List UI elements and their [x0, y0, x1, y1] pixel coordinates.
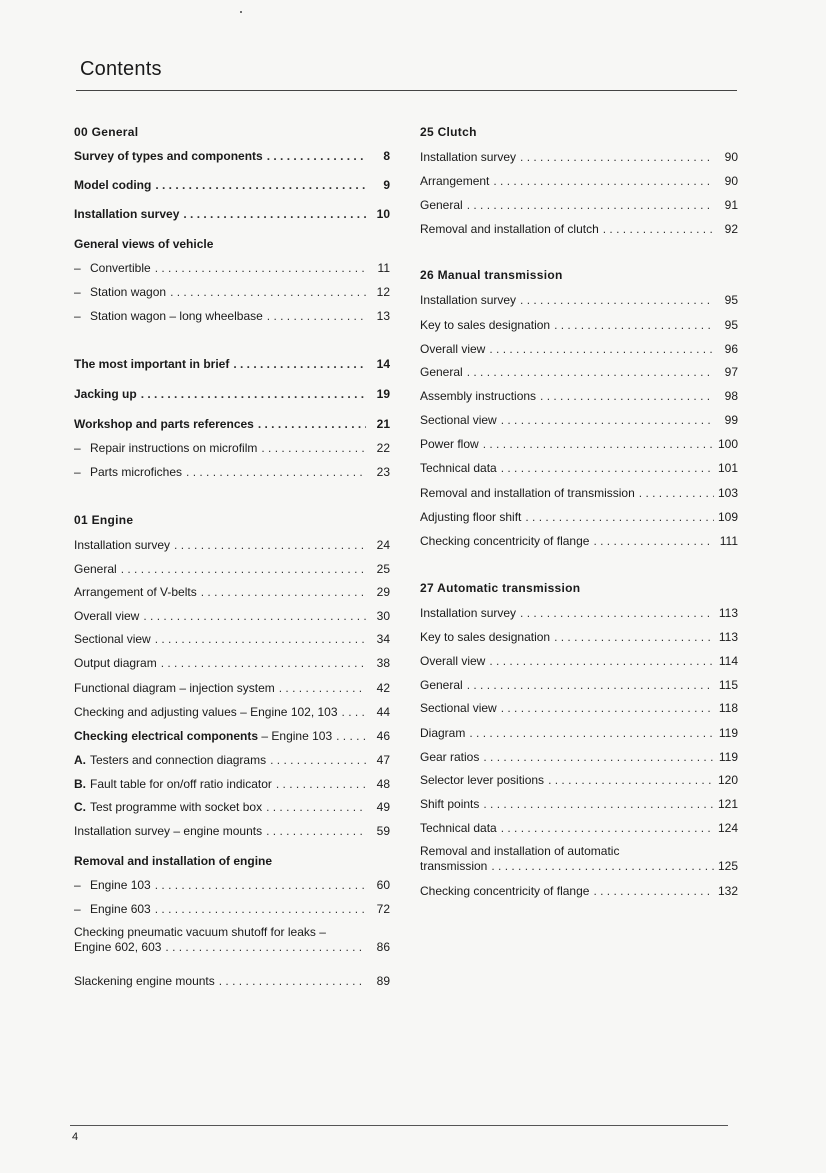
dot-leader	[483, 750, 714, 765]
dot-leader	[489, 342, 714, 357]
toc-entry-label: Gear ratios	[420, 750, 480, 764]
toc-entry-page: 97	[724, 365, 738, 379]
toc-entry-page: 47	[376, 753, 390, 767]
toc-entry-page: 119	[718, 750, 738, 764]
toc-entry-page: 44	[376, 705, 390, 719]
toc-entry-page: 89	[376, 974, 390, 988]
toc-entry[interactable]	[74, 149, 390, 164]
toc-entry-label: Repair instructions on microfilm	[90, 441, 258, 455]
toc-entry-page: 12	[376, 285, 390, 299]
toc-entry-label: Selector lever positions	[420, 773, 545, 787]
toc-entry-label: Station wagon – long wheelbase	[90, 309, 263, 323]
toc-entry-label: Assembly instructions	[420, 389, 537, 403]
toc-entry-page: 25	[376, 562, 390, 576]
toc-entry[interactable]	[74, 974, 390, 989]
toc-entry-label: The most important in brief	[74, 357, 230, 371]
subsection-heading: Removal and installation of engine	[74, 854, 273, 868]
toc-entry-label-suffix: – Engine 103	[258, 729, 333, 743]
toc-entry[interactable]	[74, 417, 390, 432]
dash-bullet: –	[74, 441, 81, 455]
toc-entry-label: Sectional view	[420, 701, 497, 715]
toc-entry[interactable]	[420, 486, 738, 501]
toc-entry-label: Engine 103	[90, 878, 151, 892]
dot-leader	[155, 261, 366, 276]
dot-leader	[233, 357, 366, 372]
toc-entry-label: General	[74, 562, 117, 576]
dot-leader	[483, 437, 714, 452]
toc-entry-label: Sectional view	[420, 413, 497, 427]
toc-entry-page: 22	[376, 441, 390, 455]
toc-entry-page: 13	[376, 309, 390, 323]
toc-entry-page: 119	[718, 726, 738, 740]
section-27-heading: 27 Automatic transmission	[420, 581, 581, 595]
toc-entry-page: 100	[717, 437, 738, 451]
toc-entry[interactable]	[420, 437, 738, 452]
toc-entry-page: 8	[383, 149, 390, 163]
toc-entry-label: Test programme with socket box	[90, 800, 263, 814]
dot-leader	[520, 606, 714, 621]
dot-leader	[520, 150, 714, 165]
dot-leader	[266, 824, 366, 839]
toc-entry-page: 49	[376, 800, 390, 814]
toc-entry-label: Diagram	[420, 726, 466, 740]
page-number: 4	[72, 1131, 79, 1143]
toc-entry-label: Convertible	[90, 261, 151, 275]
dot-leader	[501, 821, 714, 836]
toc-entry-label: Installation survey	[74, 207, 180, 221]
toc-entry[interactable]	[74, 178, 390, 193]
toc-entry-label: Checking concentricity of flange	[420, 534, 590, 548]
toc-entry[interactable]	[420, 678, 738, 693]
toc-entry-label: General	[420, 365, 463, 379]
toc-entry-page: 29	[376, 585, 390, 599]
item-letter: B.	[74, 777, 86, 791]
dot-leader	[279, 681, 366, 696]
toc-entry[interactable]	[74, 681, 390, 696]
toc-entry[interactable]	[74, 632, 390, 647]
toc-entry-page: 99	[724, 413, 738, 427]
toc-entry-page: 113	[718, 606, 738, 620]
toc-entry[interactable]	[74, 357, 390, 372]
toc-entry-page: 111	[719, 534, 738, 548]
dot-leader	[165, 940, 366, 955]
toc-entry-page: 90	[724, 150, 738, 164]
toc-entry-label: Overall view	[420, 342, 486, 356]
toc-entry-label-line: Removal and installation of automatic	[420, 844, 620, 858]
dot-leader	[467, 198, 714, 213]
toc-entry-label: Station wagon	[90, 285, 167, 299]
dot-leader	[170, 285, 366, 300]
dot-leader	[143, 609, 366, 624]
dot-leader	[548, 773, 714, 788]
dot-leader	[501, 461, 714, 476]
toc-entry[interactable]	[420, 797, 738, 812]
toc-entry-page: 121	[717, 797, 738, 811]
toc-entry[interactable]	[74, 753, 390, 768]
dot-leader	[491, 859, 714, 874]
dot-leader	[186, 465, 366, 480]
toc-entry-page: 115	[718, 678, 738, 692]
dot-leader	[554, 630, 714, 645]
header-rule	[76, 90, 737, 91]
toc-entry-label: Engine 602, 603	[74, 940, 162, 954]
toc-entry-label: Installation survey – engine mounts	[74, 824, 263, 838]
toc-entry-page: 124	[717, 821, 738, 835]
toc-entry[interactable]	[420, 174, 738, 189]
toc-entry-label: Removal and installation of clutch	[420, 222, 599, 236]
dot-leader	[483, 797, 714, 812]
dot-leader	[155, 878, 366, 893]
dot-leader	[267, 309, 366, 324]
toc-entry[interactable]	[420, 821, 738, 836]
toc-entry-label: Power flow	[420, 437, 479, 451]
dot-leader	[336, 729, 366, 744]
dash-bullet: –	[74, 261, 81, 275]
subsection-heading: General views of vehicle	[74, 237, 214, 251]
toc-entry-label: Arrangement of V-belts	[74, 585, 197, 599]
section-00-heading: 00 General	[74, 125, 139, 139]
dot-leader	[155, 178, 366, 193]
toc-entry-label: Jacking up	[74, 387, 137, 401]
toc-entry[interactable]	[420, 884, 738, 899]
toc-entry-page: 86	[376, 940, 390, 954]
toc-entry[interactable]	[74, 261, 390, 276]
toc-entry[interactable]	[420, 606, 738, 621]
toc-entry-label: General	[420, 678, 463, 692]
toc-entry[interactable]	[420, 222, 738, 237]
toc-entry[interactable]	[74, 562, 390, 577]
dash-bullet: –	[74, 465, 81, 479]
toc-entry[interactable]	[74, 925, 390, 955]
dot-leader	[467, 678, 714, 693]
toc-entry-page: 14	[376, 357, 390, 371]
toc-entry-page: 132	[717, 884, 738, 898]
toc-entry-page: 98	[724, 389, 738, 403]
toc-entry[interactable]	[420, 726, 738, 741]
toc-entry[interactable]	[74, 878, 390, 893]
toc-entry[interactable]	[420, 150, 738, 165]
toc-entry-label: Engine 603	[90, 902, 151, 916]
dot-leader	[501, 701, 714, 716]
toc-entry-label: Functional diagram – injection system	[74, 681, 275, 695]
toc-entry-page: 96	[724, 342, 738, 356]
toc-entry[interactable]	[74, 800, 390, 815]
toc-entry[interactable]	[74, 538, 390, 553]
toc-entry-page: 30	[376, 609, 390, 623]
toc-entry-page: 24	[376, 538, 390, 552]
toc-entry-label: Sectional view	[74, 632, 151, 646]
toc-entry-page: 23	[376, 465, 390, 479]
dot-leader	[267, 149, 366, 164]
toc-entry-label: Installation survey	[420, 150, 517, 164]
toc-entry-label: Shift points	[420, 797, 480, 811]
toc-entry-label: Key to sales designation	[420, 318, 551, 332]
dot-leader	[489, 654, 714, 669]
dot-leader	[603, 222, 714, 237]
dot-leader	[161, 656, 366, 671]
toc-entry-page: 38	[376, 656, 390, 670]
dot-leader	[201, 585, 366, 600]
toc-entry-label: Removal and installation of transmission	[420, 486, 635, 500]
toc-entry-page: 91	[724, 198, 738, 212]
toc-entry-page: 103	[717, 486, 738, 500]
dot-leader	[639, 486, 714, 501]
toc-entry[interactable]	[420, 844, 738, 874]
toc-entry-label: Output diagram	[74, 656, 157, 670]
dash-bullet: –	[74, 878, 81, 892]
toc-entry[interactable]	[420, 461, 738, 476]
footer-rule	[70, 1125, 728, 1126]
dot-leader	[261, 441, 366, 456]
dash-bullet: –	[74, 309, 81, 323]
dash-bullet: –	[74, 285, 81, 299]
toc-entry[interactable]	[420, 701, 738, 716]
dot-leader	[342, 705, 366, 720]
dot-leader	[520, 293, 714, 308]
toc-entry-page: 101	[717, 461, 738, 475]
toc-entry[interactable]	[420, 630, 738, 645]
toc-entry[interactable]	[74, 729, 390, 744]
dot-leader	[540, 389, 714, 404]
toc-entry[interactable]	[420, 318, 738, 333]
toc-entry-page: 125	[717, 859, 738, 873]
toc-entry-page: 60	[376, 878, 390, 892]
dot-leader	[155, 902, 366, 917]
toc-entry[interactable]	[74, 705, 390, 720]
toc-entry-label-line: Checking pneumatic vacuum shutoff for leaks –	[74, 925, 326, 939]
dot-leader	[270, 753, 366, 768]
toc-entry-label: Installation survey	[420, 606, 517, 620]
toc-entry[interactable]	[420, 654, 738, 669]
toc-entry-page: 19	[376, 387, 390, 401]
toc-entry-label: Model coding	[74, 178, 152, 192]
dot-leader	[183, 207, 366, 222]
toc-entry[interactable]	[420, 342, 738, 357]
dot-leader	[469, 726, 714, 741]
toc-entry-label: Overall view	[74, 609, 140, 623]
toc-entry[interactable]	[74, 441, 390, 456]
toc-entry-label: Technical data	[420, 821, 497, 835]
item-letter: A.	[74, 753, 86, 767]
toc-entry-page: 90	[724, 174, 738, 188]
toc-entry-page: 114	[718, 654, 738, 668]
toc-entry-page: 72	[376, 902, 390, 916]
toc-entry-label: Checking concentricity of flange	[420, 884, 590, 898]
toc-entry-page: 9	[383, 178, 390, 192]
dot-leader	[258, 417, 366, 432]
toc-entry-page: 92	[724, 222, 738, 236]
toc-entry-label: Checking electrical components	[74, 729, 259, 743]
dash-bullet: –	[74, 902, 81, 916]
dot-leader	[525, 510, 714, 525]
dot-leader	[467, 365, 714, 380]
dot-leader	[174, 538, 366, 553]
toc-entry[interactable]	[420, 365, 738, 380]
toc-entry[interactable]	[74, 309, 390, 324]
toc-entry[interactable]	[420, 198, 738, 213]
dot-leader	[219, 974, 366, 989]
toc-entry-page: 11	[377, 261, 390, 275]
toc-entry-page: 10	[376, 207, 390, 221]
dot-leader	[155, 632, 366, 647]
dot-leader	[593, 534, 714, 549]
toc-entry[interactable]	[74, 609, 390, 624]
toc-entry-label: Installation survey	[74, 538, 171, 552]
toc-entry-page: 95	[724, 318, 738, 332]
toc-entry-label: Workshop and parts references	[74, 417, 254, 431]
toc-entry-page: 34	[376, 632, 390, 646]
toc-entry-label: Installation survey	[420, 293, 517, 307]
dot-leader	[493, 174, 714, 189]
toc-entry-page: 120	[717, 773, 738, 787]
dot-leader	[276, 777, 366, 792]
toc-entry-label: Fault table for on/off ratio indicator	[90, 777, 272, 791]
toc-entry[interactable]	[74, 387, 390, 402]
toc-entry[interactable]	[74, 902, 390, 917]
toc-entry-label: Slackening engine mounts	[74, 974, 215, 988]
toc-entry-label: General	[420, 198, 463, 212]
toc-entry-label: Testers and connection diagrams	[90, 753, 267, 767]
toc-entry-label: transmission	[420, 859, 488, 873]
toc-entry-page: 48	[376, 777, 390, 791]
toc-entry-page: 46	[376, 729, 390, 743]
toc-entry[interactable]	[74, 285, 390, 300]
toc-entry-label: Technical data	[420, 461, 497, 475]
scan-speck	[240, 11, 242, 13]
toc-entry-label: Survey of types and components	[74, 149, 263, 163]
toc-entry-label: Key to sales designation	[420, 630, 551, 644]
toc-entry-label: Overall view	[420, 654, 486, 668]
section-25-heading: 25 Clutch	[420, 125, 477, 139]
section-26-heading: 26 Manual transmission	[420, 268, 563, 282]
page-title: Contents	[80, 58, 162, 80]
toc-entry[interactable]	[420, 534, 738, 549]
toc-entry-page: 21	[376, 417, 390, 431]
dot-leader	[501, 413, 714, 428]
dot-leader	[554, 318, 714, 333]
toc-entry[interactable]	[420, 773, 738, 788]
dot-leader	[266, 800, 366, 815]
toc-entry-page: 113	[718, 630, 738, 644]
toc-entry[interactable]	[420, 293, 738, 308]
toc-entry[interactable]	[74, 824, 390, 839]
dot-leader	[593, 884, 714, 899]
item-letter: C.	[74, 800, 86, 814]
toc-entry-label: Parts microfiches	[90, 465, 183, 479]
toc-entry-page: 59	[376, 824, 390, 838]
toc-entry[interactable]	[74, 465, 390, 480]
toc-entry-page: 109	[717, 510, 738, 524]
toc-entry-label: Arrangement	[420, 174, 490, 188]
toc-entry[interactable]	[420, 750, 738, 765]
toc-entry-label: Checking and adjusting values – Engine 102, 103	[74, 705, 338, 719]
dot-leader	[141, 387, 366, 402]
section-01-heading: 01 Engine	[74, 513, 134, 527]
toc-entry[interactable]	[420, 510, 738, 525]
toc-entry[interactable]	[74, 207, 390, 222]
toc-entry[interactable]	[74, 656, 390, 671]
toc-entry-page: 118	[718, 701, 738, 715]
toc-entry-label: Adjusting floor shift	[420, 510, 522, 524]
toc-entry-page: 95	[724, 293, 738, 307]
toc-entry[interactable]	[74, 585, 390, 600]
toc-entry-page: 42	[376, 681, 390, 695]
dot-leader	[121, 562, 366, 577]
toc-entry[interactable]	[420, 389, 738, 404]
toc-entry[interactable]	[74, 777, 390, 792]
toc-entry[interactable]	[420, 413, 738, 428]
